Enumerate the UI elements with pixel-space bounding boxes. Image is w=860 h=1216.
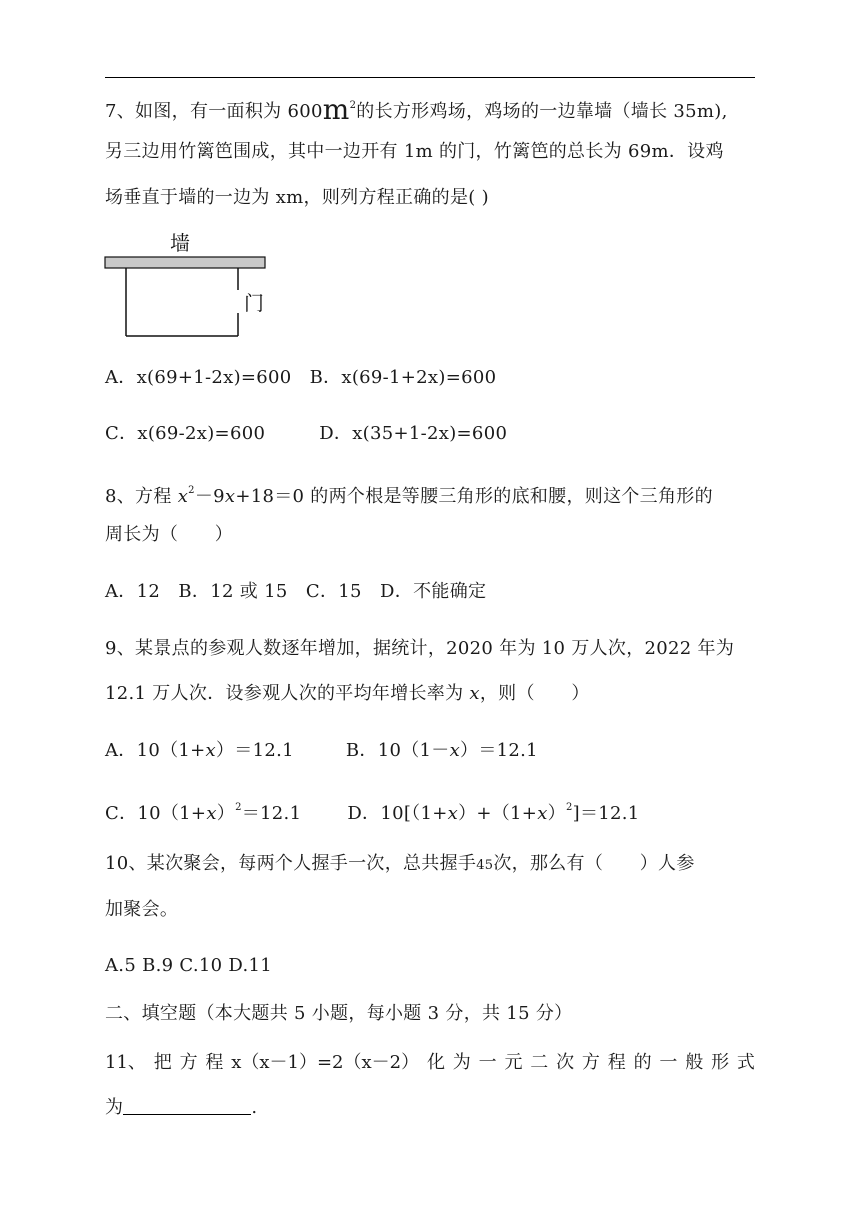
q7-option-c: C．x(69-2x)=600 bbox=[105, 423, 266, 444]
q10-number: 45 bbox=[476, 858, 494, 873]
q9-option-d-paren: ） bbox=[547, 803, 566, 824]
q7-option-a: A．x(69+1-2x)=600 bbox=[105, 367, 292, 388]
q7-text-b: 的长方形鸡场，鸡场的一边靠墙（墙长 35m), bbox=[356, 101, 728, 122]
q9-option-d-x: x bbox=[447, 803, 459, 824]
figure-door-label: 门 bbox=[244, 291, 264, 315]
q9-option-b-x: x bbox=[449, 740, 461, 761]
q9-option-d-mid: ）+（1+ bbox=[458, 803, 538, 824]
q11-char: 式 bbox=[736, 1052, 755, 1073]
q10-text-b: 次，那么有（ ）人参 bbox=[493, 853, 695, 874]
q10-line-1 bbox=[105, 852, 695, 878]
q11-char: 方 bbox=[581, 1052, 600, 1073]
q9-option-d-x2: x bbox=[537, 803, 548, 824]
q7-options-row-2 bbox=[105, 422, 507, 446]
section-2-heading: 二、填空题（本大题共 5 小题，每小题 3 分，共 15 分） bbox=[105, 1003, 573, 1024]
q8-options: A．12 B．12 或 15 C．15 D．不能确定 bbox=[105, 581, 487, 602]
q10-line-2: 加聚会。 bbox=[105, 899, 179, 920]
figure-wall-label: 墙 bbox=[170, 231, 190, 255]
q11-char: 元 bbox=[504, 1052, 523, 1073]
q9-options-row-2 bbox=[105, 796, 640, 826]
q9-option-a bbox=[105, 740, 294, 761]
q7-options-row-1 bbox=[105, 366, 496, 390]
q11-text-wei: 为 bbox=[105, 1097, 124, 1118]
q9-option-b bbox=[346, 740, 538, 761]
q8-line-2: 周长为（ ） bbox=[105, 524, 234, 545]
q11-char: 程 bbox=[607, 1052, 626, 1073]
q11-char: 化 bbox=[426, 1052, 445, 1073]
q10-options: A.5 B.9 C.10 D.11 bbox=[105, 955, 273, 976]
q11-line-1 bbox=[105, 1051, 755, 1075]
q9-option-a-x: x bbox=[205, 740, 216, 761]
q9-option-d-text: D．10[（1+ bbox=[347, 803, 448, 824]
q8-var-x: x bbox=[177, 486, 189, 507]
q9-option-d-sup: 2 bbox=[565, 802, 573, 813]
q11-char: 程 bbox=[205, 1052, 224, 1073]
q11-equation: x（x－1）=2（x－2） bbox=[231, 1052, 420, 1073]
q10-text-a: 10、某次聚会，每两个人握手一次，总共握手 bbox=[105, 853, 477, 874]
q11-char: 的 bbox=[633, 1052, 652, 1073]
q11-char: 般 bbox=[685, 1052, 704, 1073]
q11-char: 把 bbox=[153, 1052, 172, 1073]
q7-unit-sup: 2 bbox=[349, 100, 357, 111]
q9-text-b: ，则（ ） bbox=[479, 683, 590, 704]
q9-line-1: 9、某景点的参观人数逐年增加，据统计，2020 年为 10 万人次，2022 年为 bbox=[105, 638, 735, 659]
q7-unit-m: m bbox=[322, 93, 350, 126]
q9-option-c-text: C．10（1+ bbox=[105, 803, 207, 824]
q11-char: 形 bbox=[711, 1052, 730, 1073]
q9-line-2 bbox=[105, 682, 590, 706]
q9-option-d bbox=[347, 803, 639, 824]
q9-var-x: x bbox=[469, 683, 480, 704]
q11-char: 次 bbox=[556, 1052, 575, 1073]
q11-line-2 bbox=[105, 1096, 257, 1120]
q11-char: 11、 bbox=[105, 1052, 146, 1073]
q7-option-b: B．x(69-1+2x)=600 bbox=[309, 367, 497, 388]
q9-option-a-tail: ）＝12.1 bbox=[216, 740, 294, 761]
q9-option-a-text: A．10（1+ bbox=[105, 740, 206, 761]
q8-text-c: +18＝0 的两个根是等腰三角形的底和腰，则这个三角形的 bbox=[235, 486, 713, 507]
q9-option-c-paren: ） bbox=[216, 803, 236, 824]
q7-line-3: 场垂直于墙的一边为 xm，则列方程正确的是( ) bbox=[105, 187, 489, 208]
answer-blank[interactable] bbox=[123, 1098, 251, 1115]
q9-option-b-text: B．10（1－ bbox=[345, 740, 450, 761]
q11-period: . bbox=[251, 1097, 258, 1118]
q11-char: 方 bbox=[179, 1052, 198, 1073]
q9-text-a: 12.1 万人次．设参观人次的平均年增长率为 bbox=[105, 683, 470, 704]
q7-option-d: D．x(35+1-2x)=600 bbox=[319, 423, 508, 444]
q11-char: 一 bbox=[478, 1052, 497, 1073]
header-rule bbox=[105, 77, 755, 78]
q9-option-c-sup: 2 bbox=[235, 802, 242, 813]
q11-char: 为 bbox=[452, 1052, 471, 1073]
q8-text-b: －9 bbox=[194, 486, 225, 507]
wall-bar bbox=[105, 257, 265, 268]
q8-text-a: 8、方程 bbox=[105, 486, 178, 507]
q8-sup: 2 bbox=[188, 485, 195, 496]
q11-char: 一 bbox=[659, 1052, 678, 1073]
q9-option-c bbox=[105, 803, 301, 824]
q8-line-1 bbox=[105, 479, 713, 509]
q9-option-c-tail: ＝12.1 bbox=[241, 803, 302, 824]
chicken-farm-figure bbox=[100, 226, 280, 342]
q7-line-1 bbox=[105, 94, 728, 124]
q9-option-b-tail: ）＝12.1 bbox=[460, 740, 538, 761]
q9-options-row-1 bbox=[105, 739, 538, 763]
q8-var-x2: x bbox=[224, 486, 236, 507]
q7-line-2: 另三边用竹篱笆围成，其中一边开有 1m 的门，竹篱笆的总长为 69m．设鸡 bbox=[105, 141, 724, 162]
q9-option-d-tail: ]＝12.1 bbox=[572, 803, 640, 824]
q7-text-a: 7、如图，有一面积为 600 bbox=[105, 101, 323, 122]
q11-char: 二 bbox=[530, 1052, 549, 1073]
q9-option-c-x: x bbox=[206, 803, 217, 824]
